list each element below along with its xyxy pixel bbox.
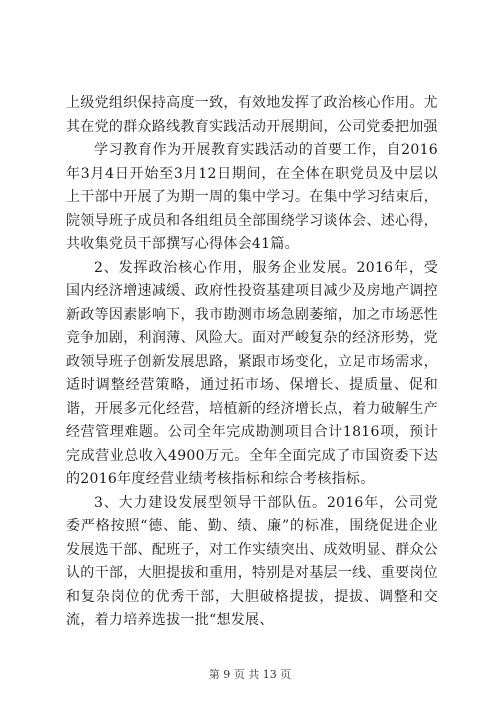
paragraph-4: 3、大力建设发展型领导干部队伍。2016年，公司党委严格按照“德、能、勤、绩、廉”的标准，围绕促进企业发展选干部、配班子，对工作实绩突出、成效明显、群众公认的干部，大胆提拔和重用，特别是对基层一线、重要岗位和复杂岗位的优秀干部，大胆破格提拔，提拔、调整和交流，着力培养选拔一批“想发展、 <box>66 494 438 628</box>
document-body <box>66 92 438 633</box>
page-number-footer: 第 9 页 共 13 页 <box>208 668 292 681</box>
paragraph-1: 上级党组织保持高度一致，有效地发挥了政治核心作用。尤其在党的群众路线教育实践活动开展期间，公司党委把加强 <box>66 95 438 135</box>
paragraph-3: 2、发挥政治核心作用，服务企业发展。2016年，受国内经济增速减缓、政府性投资基建项目减少及房地产调控新政等因素影响下，我市勘测市场急剧萎缩，加之市场恶性竞争加剧，利润薄、风险大。面对严峻复杂的经济形势，党政领导班子创新发展思路，紧跟市场变化，立足市场需求，适时调整经营策略，通过拓市场、保增长、提质量、促和谐，开展多元化经营，培植新的经济增长点，着力破解生产经营管理难题。公司全年完成勘测项目合计1816项，预计完成营业总收入4900万元。全年全面完成了市国资委下达的2016年度经营业绩考核指标和综合考核指标。 <box>66 259 438 487</box>
paragraph-2: 学习教育作为开展教育实践活动的首要工作，自2016年3月4日开始至3月12日期间，在全体在职党员及中层以上干部中开展了为期一周的集中学习。在集中学习结束后，院领导班子成员和各组组员全部围绕学习谈体会、述心得，共收集党员干部撰写心得体会41篇。 <box>66 142 438 252</box>
